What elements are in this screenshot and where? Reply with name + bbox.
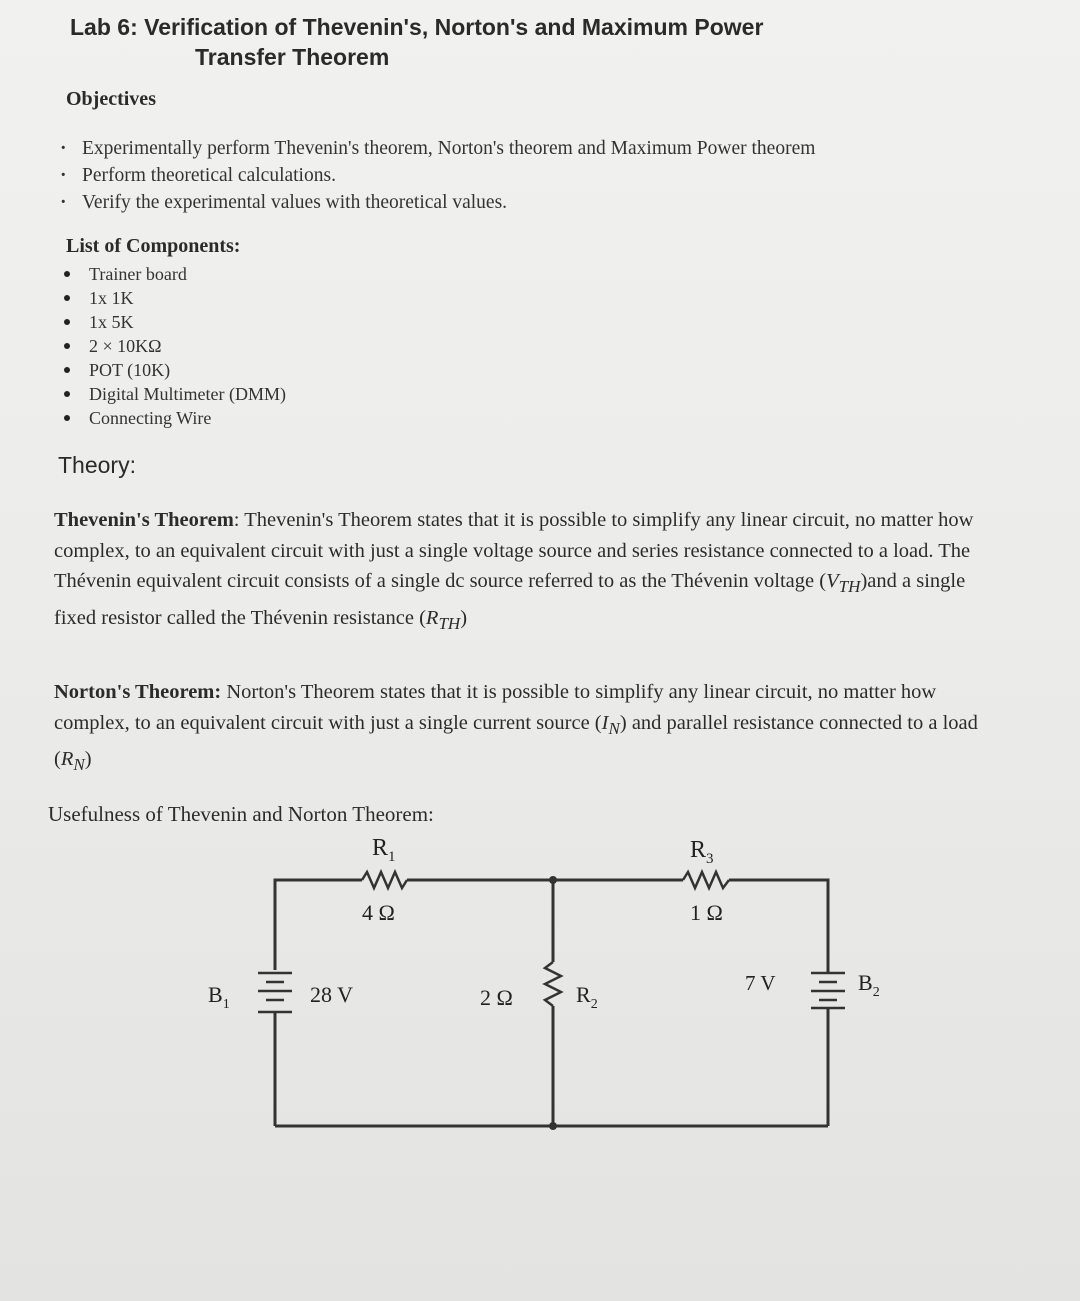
list-item: 1x 1K — [62, 286, 286, 310]
circuit-wires — [275, 872, 828, 1126]
b1-label: $B_1$ — [208, 982, 230, 1012]
components-heading: List of Components: — [66, 235, 241, 257]
thevenin-label: Thevenin's Theorem — [54, 509, 234, 531]
r2-value: 2 Ω — [480, 985, 513, 1010]
in-symbol: I — [601, 711, 609, 734]
resistor-r3 — [683, 872, 729, 888]
list-item: Trainer board — [62, 262, 286, 286]
thevenin-paragraph — [54, 505, 999, 639]
list-item: POT (10K) — [62, 358, 286, 382]
list-item: · Verify the experimental values with theoretical values. — [60, 189, 815, 216]
junction-top — [549, 876, 557, 884]
thevenin-text-b: )and a single fixed resistor called the Thévenin resistance ( — [54, 570, 966, 629]
list-item: Connecting Wire — [62, 406, 286, 430]
objectives-heading: Objectives — [66, 88, 156, 110]
norton-text-c: ) — [84, 748, 92, 771]
rth-symbol: R — [425, 606, 439, 629]
thevenin-text-c: ) — [460, 606, 468, 629]
junction-bottom — [549, 1122, 557, 1130]
b2-label: $B_2$ — [858, 970, 880, 1000]
battery-b1 — [258, 973, 292, 1012]
thevenin-text-a: : Thevenin's Theorem states that it is possible to simplify any linear circuit, no matter how complex, to an equivalent circuit with just a single voltage source and series resistance connected to a load. The Thévenin equivalent circuit consists of a single dc source referred to as the Thévenin voltage ( — [54, 509, 974, 592]
list-item: 1x 5K — [62, 310, 286, 334]
r3-value: 1 Ω — [690, 900, 723, 925]
objectives-list — [60, 135, 815, 216]
vth-symbol: V — [826, 570, 839, 592]
list-item: 2 × 10KΩ — [62, 334, 286, 358]
norton-text-a: Norton's Theorem states that it is possible to simplify any linear circuit, no matter how complex, to an equivalent circuit with just a single current source ( — [54, 681, 937, 734]
title-line-2: Transfer Theorem — [195, 44, 390, 70]
list-item: Digital Multimeter (DMM) — [62, 382, 286, 406]
usefulness-heading: Usefulness of Thevenin and Norton Theorem: — [48, 802, 434, 826]
rn-subscript: N — [73, 755, 85, 775]
vth-subscript: TH — [838, 577, 861, 597]
components-list — [62, 262, 286, 430]
list-item: · Perform theoretical calculations. — [60, 162, 815, 189]
b2-value: 7 V — [745, 971, 776, 995]
in-subscript: N — [608, 718, 620, 738]
resistor-r2 — [545, 962, 561, 1006]
battery-b2 — [811, 973, 845, 1008]
circuit-diagram — [0, 830, 1080, 1140]
title-line-1: Lab 6: Verification of Thevenin's, Norton's and Maximum Power — [70, 14, 764, 40]
r3-label: $R_3$ — [690, 837, 714, 867]
resistor-r1 — [362, 872, 407, 888]
r1-label: $R_1$ — [372, 835, 396, 865]
list-item: · Experimentally perform Thevenin's theorem, Norton's theorem and Maximum Power theorem — [60, 135, 815, 162]
rn-symbol: R — [60, 748, 74, 771]
norton-label: Norton's Theorem: — [54, 681, 222, 703]
page-title — [70, 12, 950, 72]
b1-value: 28 V — [310, 982, 353, 1007]
r1-value: 4 Ω — [362, 900, 395, 925]
norton-text-b: ) and parallel resistance connected to a load ( — [54, 711, 978, 771]
rth-subscript: TH — [438, 613, 461, 633]
theory-heading: Theory: — [58, 452, 136, 478]
r2-label: $R_2$ — [576, 982, 598, 1012]
norton-paragraph — [54, 677, 999, 781]
